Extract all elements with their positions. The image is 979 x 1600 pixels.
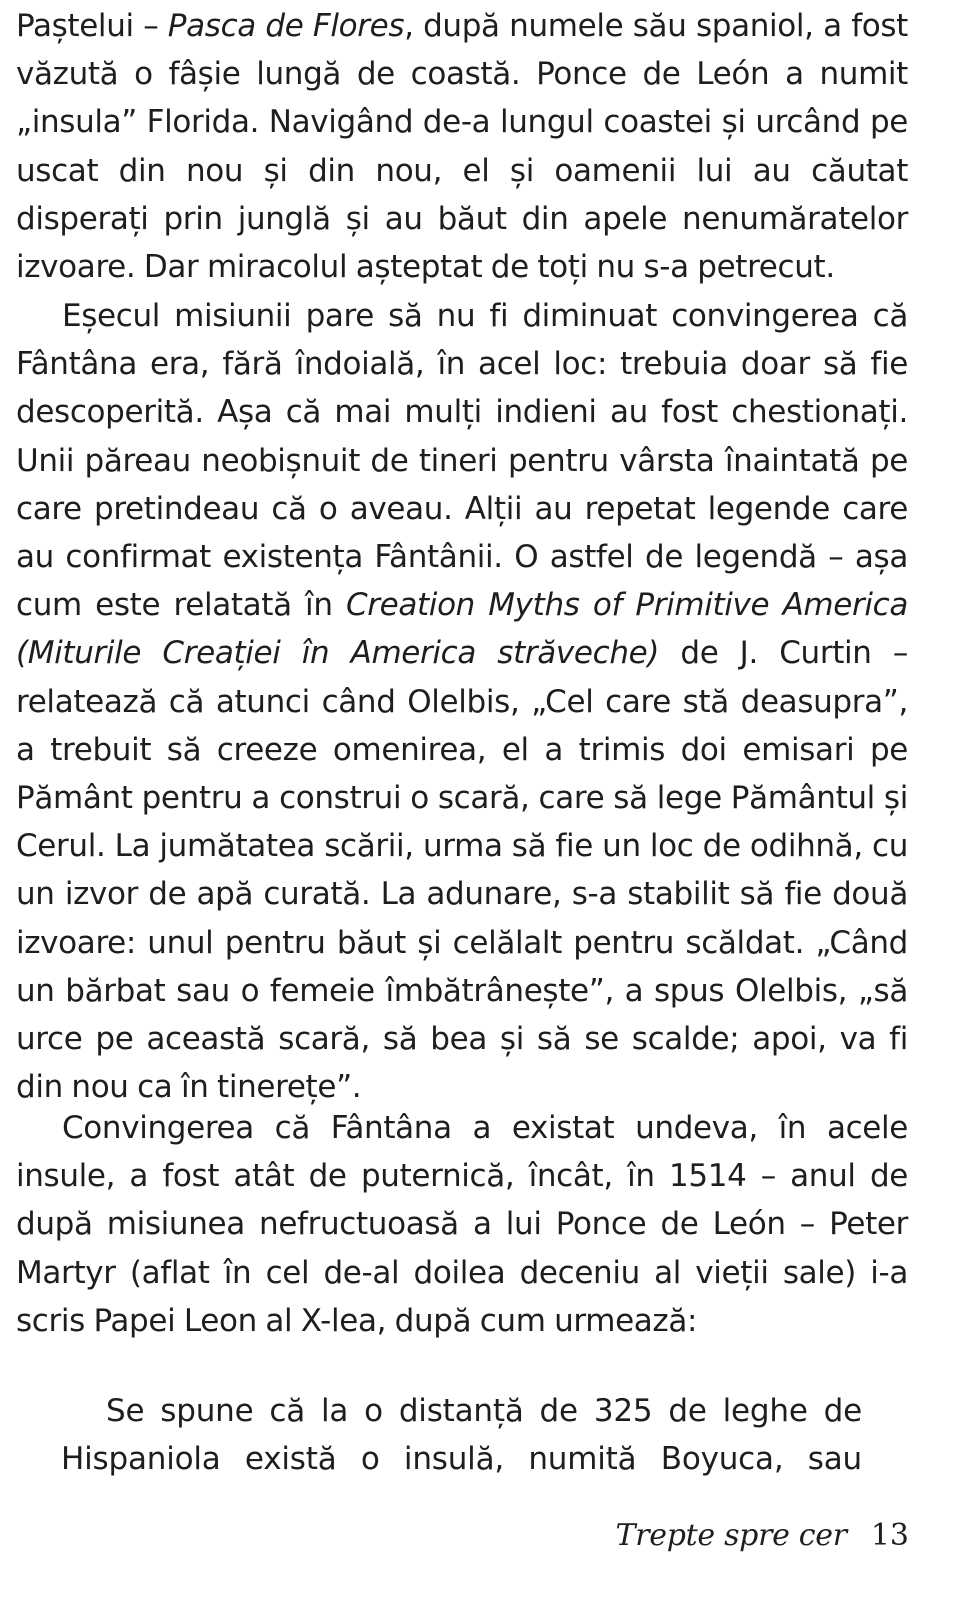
paragraph-2-italic-book-title: Creation Myths of Primitive America (Miturile Creației în America străveche): [16, 587, 909, 672]
paragraph-1-text-a: Paștelui –: [16, 8, 168, 44]
paragraph-1-text-b: , după numele său spaniol, a fost văzută o fâșie lungă de coastă. Ponce de León a numit „insula” Florida. Navigând de-a lungul coastei și urcând pe uscat din nou și din nou, el și oamenii lui au căutat disperați prin junglă și au băut din apele nenumăratelor izvoare. Dar miracolul așteptat de toți nu s-a petrecut.: [16, 8, 908, 286]
paragraph-3-text: Convingerea că Fântâna a existat undeva, în acele insule, a fost atât de puternică, încât, în 1514 – anul de după misiunea nefructuoasă a lui Ponce de León – Peter Martyr (aflat în cel de-al doilea deceniu al vieții sale) i-a scris Papei Leon al X-lea, după cum urmează:: [16, 1110, 908, 1339]
paragraph-2-text-a: Eșecul misiunii pare să nu fi diminuat convingerea că Fântâna era, fără îndoială, în acel loc: trebuia doar să fie descoperită. Așa că mai mulți indieni au fost chestionați. Unii păreau neobișnuit de tineri pentru vârsta înaintată pe care pretindeau că o aveau. Alții au repetat legende care au confirmat existența Fântânii. O astfel de legendă – așa cum este relatată în: [16, 298, 908, 624]
body-paragraph-3: [16, 1104, 908, 1345]
page-footer: [616, 1514, 909, 1558]
paragraph-1-italic-title: Pasca de Flores: [167, 8, 405, 44]
paragraph-2-text-b: de J. Curtin – relatează că atunci când Olelbis, „Cel care stă deasupra”, a trebuit să creeze omenirea, el a trimis doi emisari pe Pământ pentru a construi o scară, care să lege Pământul și Cerul. La jumătatea scării, urma să fie un loc de odihnă, cu un izvor de apă curată. La adunare, s-a stabilit să fie două izvoare: unul pentru băut și celălalt pentru scăldat. „Când un bărbat sau o femeie îmbătrânește”, a spus Olelbis, „să urce pe această scară, să bea și să se scalde; apoi, va fi din nou ca în tinerețe”.: [16, 635, 908, 1106]
block-quote-text: Se spune că la o distanță de 325 de leghe de Hispaniola există o insulă, numită Boyuca, sau: [61, 1393, 862, 1478]
body-paragraph-2: [16, 292, 908, 1111]
block-quote: [61, 1387, 862, 1483]
running-title: Trepte spre cer: [615, 1518, 847, 1553]
page-number: 13: [870, 1518, 909, 1553]
body-paragraph-1: [16, 2, 908, 291]
